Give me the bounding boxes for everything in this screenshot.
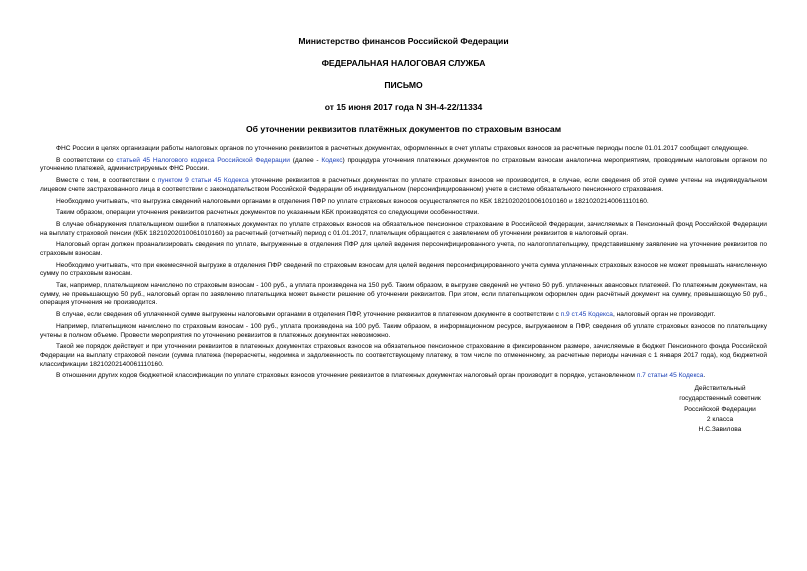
- link-point-9-article-45[interactable]: пунктом 9 статьи 45 Кодекса: [157, 177, 249, 185]
- signature-line: Российской Федерации: [684, 405, 756, 413]
- paragraph-2: [40, 157, 767, 174]
- text-span: , налоговый орган не производит.: [612, 311, 716, 319]
- paragraph-12: Такой же порядок действует и при уточнении реквизитов в платежных документах страховых взносов на обязательное пенсионное страхование в фиксированном размере, зачисляемые в бюджет Пенсионного фонда Российской Федерации на выплату страховой пенсии (сумма платежа (перерасчеты, недоимка и задолженность по соответствующему платежу, в том числе по отмененному, за расчетные периоды начиная с 1 января 2017 года), код бюджетной классификации 18210202140061110160.: [40, 343, 767, 368]
- text-span: В соответствии со: [56, 156, 117, 164]
- paragraph-5: Таким образом, операции уточнения реквизитов расчетных документов по указанным КБК производятся со следующими особенностями.: [56, 209, 480, 217]
- paragraph-3: [40, 177, 767, 194]
- service-name: ФЕДЕРАЛЬНАЯ НАЛОГОВАЯ СЛУЖБА: [321, 58, 486, 68]
- paragraph-11: Например, плательщиком начислено по страховым взносам - 100 руб., уплата произведена на 100 руб. Таким образом, в информационном ресурсе, выгружаемом в ПФР, сведения об уплате страховых взносов по плательщику учтены в полном объеме. Провести мероприятия по уточнению реквизитов в платежных документах невозможно.: [40, 322, 767, 339]
- text-span: Вместе с тем, в соответствии с: [56, 177, 158, 185]
- link-p9-st45[interactable]: п.9 ст.45 Кодекса: [560, 311, 613, 319]
- text-span: В отношении других кодов бюджетной классификации по уплате страховых взносов уточнение реквизитов в платежных документах налоговый орган производит в порядке, установленном: [56, 372, 637, 380]
- signature-line: Действительный: [694, 385, 746, 393]
- paragraph-13: [40, 372, 767, 381]
- signature-line: 2 класса: [706, 415, 734, 423]
- signer-name: Н.С.Завилова: [698, 425, 742, 433]
- text-span: (далее -: [289, 156, 322, 164]
- signature-block: [640, 384, 800, 435]
- paragraph-7: Налоговый орган должен проанализировать сведения по уплате, выгруженные в отделения ПФР для целей ведения персонифицированного учета, по налогоплательщику, представившему заявление на уточнение реквизитов по страховым взносам.: [40, 241, 767, 258]
- document-subject: Об уточнении реквизитов платёжных документов по страховым взносам: [245, 124, 562, 134]
- paragraph-1: ФНС России в целях организации работы налоговых органов по уточнению реквизитов в расчетных документах, оформленных в счет уплаты страховых взносов за расчетные периоды после 01.01.2017 сообщает следующее.: [56, 145, 749, 152]
- link-tax-code-article-45[interactable]: статьей 45 Налогового кодекса Российской Федерации: [116, 156, 290, 164]
- signature-line: государственный советник: [679, 395, 761, 403]
- paragraph-4: Необходимо учитывать, что выгрузка сведений налоговыми органами в отделения ПФР по уплате страховых взносов осуществляется по КБК 18210202010061010160 и 18210202140061110160.: [56, 197, 649, 205]
- link-p7-article-45[interactable]: п.7 статьи 45 Кодекса: [636, 372, 704, 380]
- document-date-number: от 15 июня 2017 года N ЗН-4-22/11334: [324, 102, 483, 112]
- paragraph-10: [40, 311, 767, 320]
- document-type: ПИСЬМО: [384, 80, 423, 90]
- document-body: [40, 145, 767, 381]
- text-span: уточнение реквизитов в расчетных документах по уплате страховых взносов не производится, в случае, если сведения об этой сумме учтены на индивидуальном лицевом счете застрахованного лица в соответствии с законодательством Российской Федерации об индивидуальном (персонифицированном) учете в системе обязательного пенсионного страхования.: [40, 177, 767, 193]
- ministry-name: Министерство финансов Российской Федерации: [298, 36, 509, 46]
- paragraph-8: Необходимо учитывать, что при ежемесячной выгрузке в отделения ПФР сведений по страховым взносам для целей ведения персонифицированного учета сумма уплаченных страховых взносов не может превышать начисленную сумму по страховым взносам.: [40, 261, 767, 278]
- link-code[interactable]: Кодекс: [321, 156, 343, 164]
- paragraph-6: В случае обнаружения плательщиком ошибки в платежных документах по уплате страховых взносов на обязательное пенсионное страхование в Российской Федерации, зачисляемых в Пенсионный фонд Российской Федерации на выплату страховой пенсии (КБК 18210202010061010160) за расчетный (отчетный) период с 01.01.2017, плательщик обращается с заявлением об уточнении реквизитов в налоговый орган.: [40, 221, 767, 237]
- paragraph-9: Так, например, плательщиком начислено по страховым взносам - 100 руб., а уплата произведена на 150 руб. Таким образом, в выгрузке сведений не учтено 50 руб. уплаченных авансовых платежей. По платежным документам, на сумму, не превышающую 50 руб., налоговый орган по заявлению плательщика может вынести решение об уточнении реквизитов. При этом, если плательщиком оформлен один расчётный документ на сумму, превышающую 50 руб., операция уточнения не производится.: [40, 282, 767, 307]
- text-span: .: [703, 372, 706, 380]
- text-span: ) процедура уточнения платежных документов по страховым взносам аналогична мероприятиям, проводимым налоговым органом по уточнению платежей, администрируемых ФНС России.: [40, 156, 767, 173]
- text-span: В случае, если сведения об уплаченной сумме выгружены налоговыми органами в отделения ПФР, уточнение реквизитов в платежном документе в соответствии с: [56, 311, 561, 319]
